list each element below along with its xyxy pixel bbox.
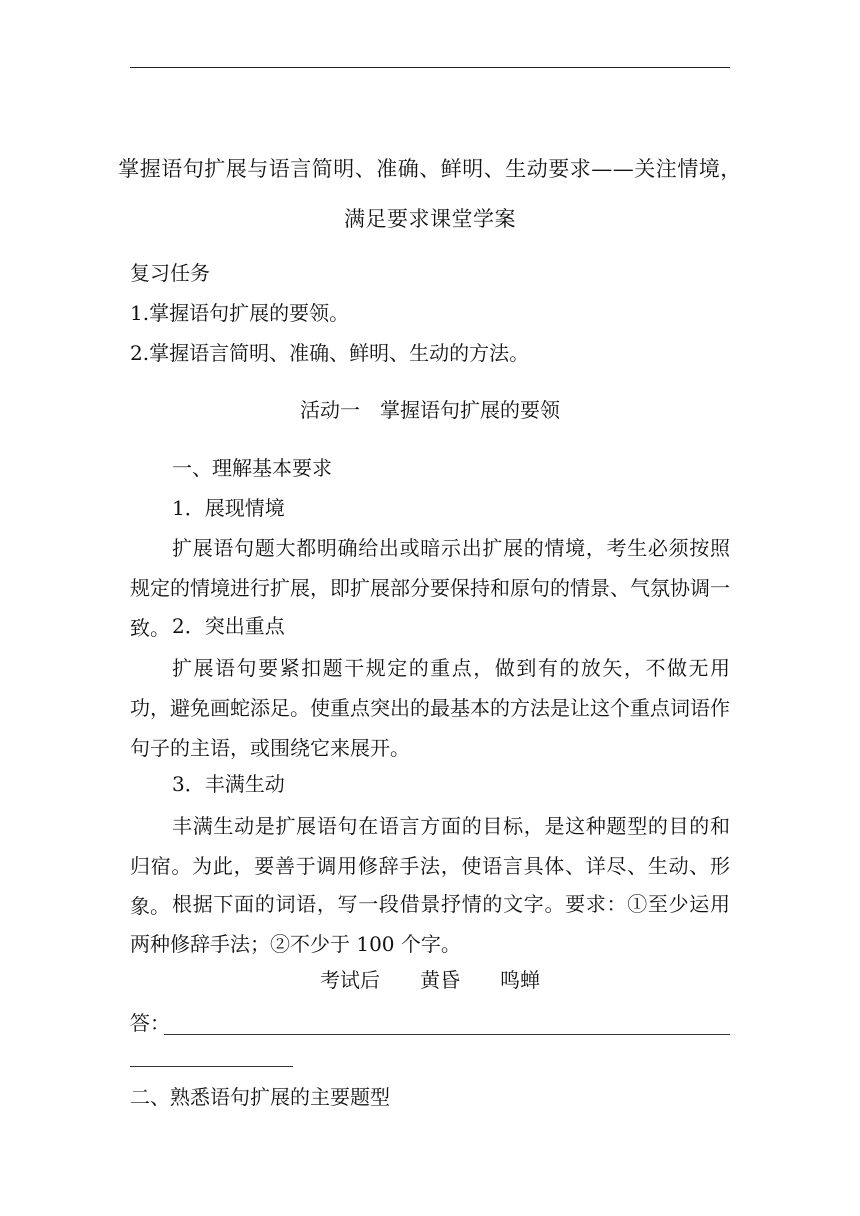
point-3-text: 丰满生动是扩展语句在语言方面的目标，是这种题型的目的和归宿。为此，要善于调用修辞手法，使语言具体、详尽、生动、形象。 bbox=[130, 814, 730, 918]
header-rule bbox=[130, 67, 730, 68]
answer-underline-continued bbox=[130, 1066, 293, 1067]
point-3-heading: 3．丰满生动 bbox=[172, 772, 285, 796]
answer-area[interactable] bbox=[130, 1008, 730, 1038]
exercise-keywords: 考试后 黄昏 鸣蝉 bbox=[320, 968, 540, 992]
document-title: 掌握语句扩展与语言简明、准确、鲜明、生动要求——关注情境，满足要求课堂学案 bbox=[118, 157, 742, 231]
exercise-text: 根据下面的词语，写一段借景抒情的文字。要求：①至少运用两种修辞手法；②不少于 100 个字。 bbox=[130, 892, 730, 956]
review-item-2: 2.掌握语言简明、准确、鲜明、生动的方法。 bbox=[130, 341, 530, 365]
review-item-1: 1.掌握语句扩展的要领。 bbox=[130, 301, 350, 325]
answer-label: 答： bbox=[130, 1011, 170, 1035]
point-2-heading: 2．突出重点 bbox=[172, 614, 285, 638]
point-1-text: 扩展语句题大都明确给出或暗示出扩展的情境，考生必须按照规定的情境进行扩展，即扩展部分要保持和原句的情景、气氛协调一致。 bbox=[130, 536, 730, 640]
activity-heading: 活动一 掌握语句扩展的要领 bbox=[300, 398, 560, 422]
section-2-heading: 二、熟悉语句扩展的主要题型 bbox=[130, 1085, 390, 1109]
answer-underline bbox=[164, 1034, 730, 1035]
section-1-heading: 一、理解基本要求 bbox=[172, 456, 332, 480]
review-heading: 复习任务 bbox=[130, 261, 210, 285]
point-1-heading: 1．展现情境 bbox=[172, 496, 285, 520]
point-2-text: 扩展语句要紧扣题干规定的重点，做到有的放矢，不做无用功，避免画蛇添足。使重点突出的最基本的方法是让这个重点词语作句子的主语，或围绕它来展开。 bbox=[130, 656, 730, 760]
